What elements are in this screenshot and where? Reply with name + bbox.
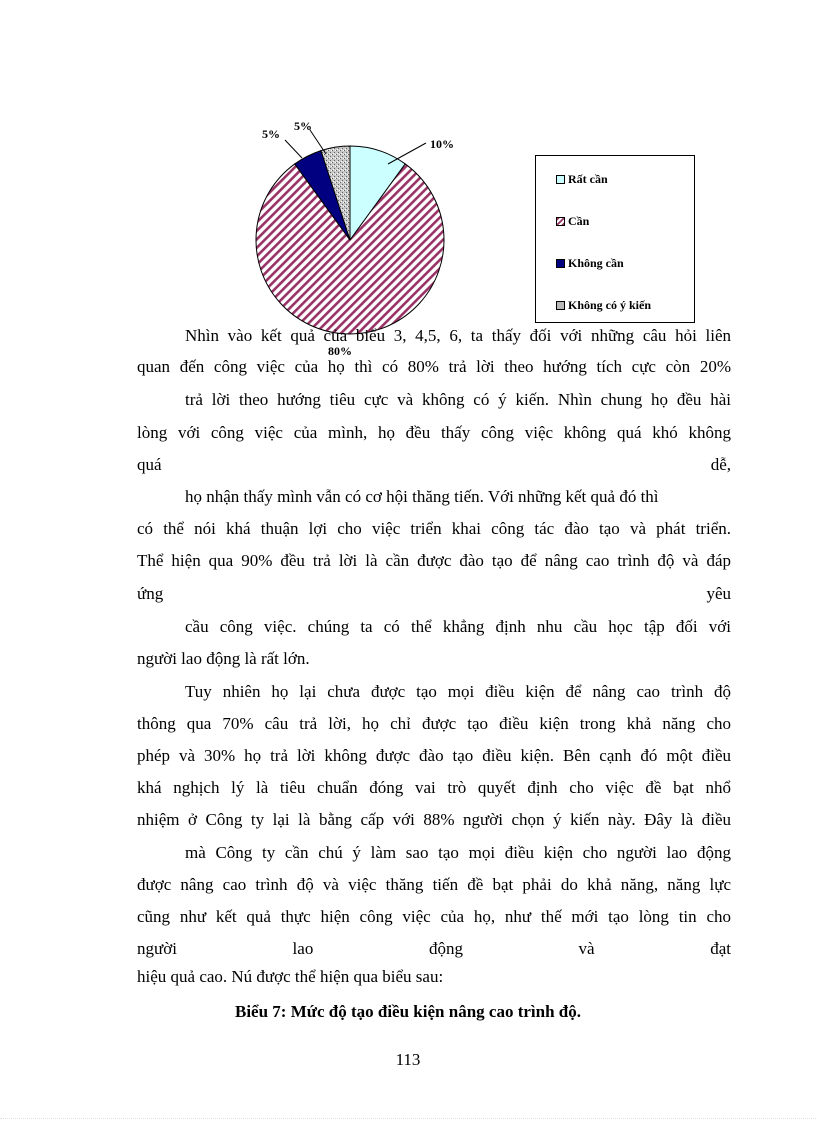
text-line: người lao động là rất lớn. bbox=[137, 649, 310, 668]
leader-line bbox=[310, 130, 326, 154]
pie-chart bbox=[240, 110, 540, 360]
text-line: họ nhận thấy mình vẫn có cơ hội thăng tiến. Với những kết quả đó thì bbox=[185, 487, 659, 506]
page-bottom-rule bbox=[0, 1118, 816, 1119]
text-line: lòng với công việc của mình, họ đều thấy công việc không quá khó không bbox=[137, 423, 731, 442]
chart-legend bbox=[535, 155, 695, 323]
leader-line bbox=[388, 143, 426, 164]
legend-item bbox=[556, 298, 651, 312]
text-line: cũng như kết quả thực hiện công việc của họ, như thế mới tạo lòng tin cho bbox=[137, 907, 731, 926]
text-line: Thể hiện qua 90% đều trả lời là cần được đào tạo để nâng cao trình độ và đáp bbox=[137, 551, 731, 570]
text-line: thông qua 70% câu trả lời, họ chỉ được tạo điều kiện trong khả năng cho bbox=[137, 714, 731, 733]
text-line: ứng yêu bbox=[137, 584, 731, 603]
data-label: 10% bbox=[430, 137, 454, 151]
data-label: 80% bbox=[328, 344, 352, 358]
text-line: cầu công việc. chúng ta có thể khẳng định nhu cầu học tập đối với bbox=[185, 617, 731, 636]
data-label: 5% bbox=[294, 119, 312, 133]
text-line: phép và 30% họ trả lời không được đào tạo điều kiện. Bên cạnh đó một điều bbox=[137, 746, 731, 765]
chart-caption: Biểu 7: Mức độ tạo điều kiện nâng cao trình độ. bbox=[235, 1002, 581, 1021]
text-line: khá nghịch lý là tiêu chuẩn đóng vai trò quyết định cho việc đề bạt nhổ bbox=[137, 778, 731, 797]
data-label: 5% bbox=[262, 127, 280, 141]
legend-item bbox=[556, 214, 589, 228]
text-line: người lao động và đạt bbox=[137, 939, 731, 958]
text-line: quan đến công việc của họ thì có 80% trả lời theo hướng tích cực còn 20% bbox=[137, 357, 731, 376]
legend-swatch bbox=[556, 175, 565, 184]
text-line: có thể nói khá thuận lợi cho việc triển khai công tác đào tạo và phát triển. bbox=[137, 519, 731, 538]
legend-item bbox=[556, 256, 624, 270]
legend-item bbox=[556, 172, 608, 186]
text-line: Nhìn vào kết quả của biểu 3, 4,5, 6, ta thấy đối với những câu hỏi liên bbox=[185, 326, 731, 345]
legend-swatch bbox=[556, 217, 565, 226]
legend-swatch bbox=[556, 301, 565, 310]
text-line: quá dễ, bbox=[137, 455, 731, 474]
legend-swatch bbox=[556, 259, 565, 268]
legend-label: Không cần bbox=[568, 256, 624, 270]
text-line: Tuy nhiên họ lại chưa được tạo mọi điều kiện để nâng cao trình độ bbox=[185, 682, 731, 701]
legend-label: Cần bbox=[568, 214, 590, 228]
text-line: trả lời theo hướng tiêu cực và không có ý kiến. Nhìn chung họ đều hài bbox=[185, 390, 731, 409]
page-number: 113 bbox=[395, 1050, 421, 1069]
legend-label: Không có ý kiến bbox=[568, 298, 652, 312]
leader-line bbox=[285, 140, 302, 158]
text-line: nhiệm ở Công ty lại là bằng cấp với 88% người chọn ý kiến này. Đây là điều bbox=[137, 810, 731, 829]
text-line: mà Công ty cần chú ý làm sao tạo mọi điều kiện cho người lao động bbox=[185, 843, 731, 862]
legend-label: Rất cần bbox=[568, 172, 608, 186]
text-line: được nâng cao trình độ và việc thăng tiến đề bạt phải do khả năng, năng lực bbox=[137, 875, 731, 894]
text-line: hiệu quả cao. Nú được thể hiện qua biểu sau: bbox=[137, 967, 444, 986]
